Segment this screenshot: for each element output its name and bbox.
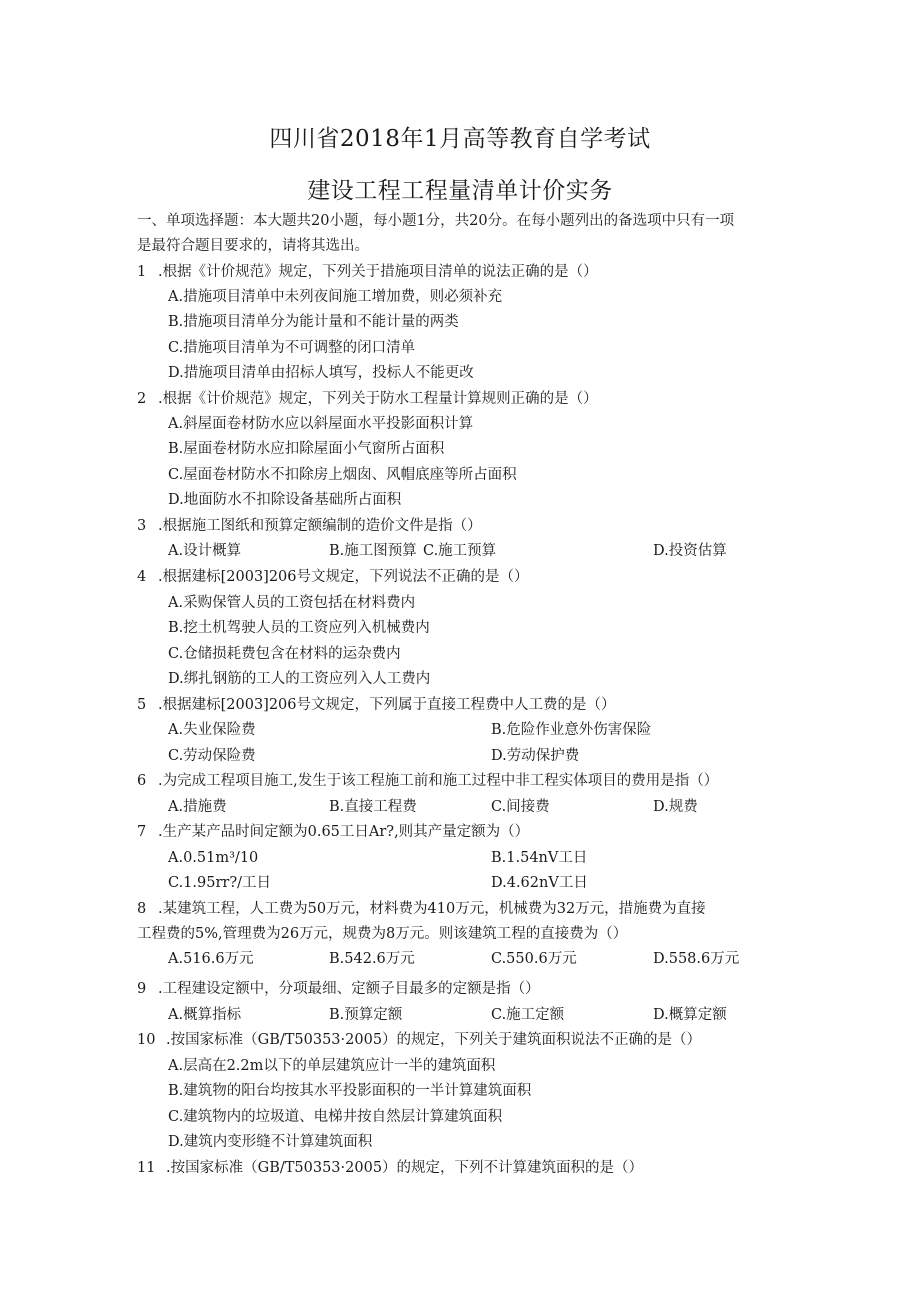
question-text: .根据建标[2003]206号文规定，下列属于直接工程费中人工费的是（） [158, 697, 616, 713]
question-text: .根据《计价规范》规定，下列关于措施项目清单的说法正确的是（） [158, 264, 598, 280]
option-d: D.投资估算 [653, 543, 727, 559]
option-d: D.规费 [653, 799, 698, 815]
question-text: .根据《计价规范》规定，下列关于防水工程量计算规则正确的是（） [158, 391, 598, 407]
question-text: .为完成工程项目施工,发生于该工程施工前和施工过程中非工程实体项目的费用是指（） [158, 773, 719, 789]
question-text: .根据建标[2003]206号文规定，下列说法不正确的是（） [158, 569, 529, 585]
section-instruction-line2: 是最符合题目要求的，请将其选出。 [137, 238, 369, 254]
option-c: C.措施项目清单为不可调整的闭口清单 [168, 340, 416, 356]
question-text: .按国家标准（GB/T50353·2005）的规定，下列不计算建筑面积的是（） [166, 1160, 644, 1176]
option-a: A.措施项目清单中未列夜间施工增加费，则必须补充 [168, 289, 503, 305]
option-b: B.危险作业意外伤害保险 [491, 722, 652, 738]
option-b: B.1.54nV工日 [491, 850, 588, 866]
option-a: A.斜屋面卷材防水应以斜屋面水平投影面积计算 [168, 416, 474, 432]
question-number: 7 [137, 824, 147, 840]
option-c: C.屋面卷材防水不扣除房上烟囱、风帽底座等所占面积 [168, 467, 517, 483]
option-c: C.1.95rr?/工日 [168, 875, 271, 891]
question-text: .工程建设定额中，分项最细、定额子目最多的定额是指（） [158, 981, 540, 997]
option-c: C.仓储损耗费包含在材料的运杂费内 [168, 646, 401, 662]
option-a: A.层高在2.2m以下的单层建筑应计一半的建筑面积 [168, 1058, 496, 1074]
question-number: 5 [137, 697, 147, 713]
question-number: 8 [137, 901, 147, 917]
option-a: A.0.51m³/10 [168, 850, 259, 866]
option-d: D.4.62nV工日 [491, 875, 588, 891]
option-d: D.地面防水不扣除设备基础所占面积 [168, 492, 402, 508]
option-b: B.施工图预算 [329, 543, 417, 559]
option-a: A.措施费 [168, 799, 227, 815]
option-c: C.劳动保险费 [168, 748, 256, 764]
option-a: A.失业保险费 [168, 722, 256, 738]
option-c: C.550.6万元 [491, 951, 577, 967]
question-text-continued: 工程费的5%,管理费为26万元，规费为8万元。则该建筑工程的直接费为（） [137, 926, 628, 942]
option-c: C.施工定额 [491, 1007, 565, 1023]
option-a: A.概算指标 [168, 1007, 242, 1023]
question-text: .生产某产品时间定额为0.65工日Ar?,则其产量定额为（） [158, 824, 530, 840]
option-a: A.采购保管人员的工资包括在材料费内 [168, 595, 416, 611]
option-c: C.建筑物内的垃圾道、电梯井按自然层计算建筑面积 [168, 1109, 503, 1125]
option-d: D.558.6万元 [653, 951, 740, 967]
question-number: 3 [137, 518, 147, 534]
option-b: B.措施项目清单分为能计量和不能计量的两类 [168, 314, 459, 330]
question-number: 9 [137, 981, 147, 997]
question-text: .按国家标准（GB/T50353·2005）的规定，下列关于建筑面积说法不正确的是（） [166, 1032, 702, 1048]
option-a: A.516.6万元 [168, 951, 254, 967]
option-b: B.预算定额 [329, 1007, 403, 1023]
section-instruction-line1: 一、单项选择题：本大题共20小题，每小题1分，共20分。在每小题列出的备选项中只有一项 [137, 213, 735, 229]
option-d: D.建筑内变形缝不计算建筑面积 [168, 1134, 373, 1150]
option-d: D.概算定额 [653, 1007, 727, 1023]
question-number: 10 [137, 1032, 156, 1048]
option-c: C.间接费 [491, 799, 550, 815]
question-number: 11 [137, 1160, 156, 1176]
question-text: .某建筑工程，人工费为50万元，材料费为410万元，机械费为32万元，措施费为直接 [158, 901, 706, 917]
option-c: C.施工预算 [423, 543, 497, 559]
question-number: 6 [137, 773, 147, 789]
option-b: B.建筑物的阳台均按其水平投影面积的一半计算建筑面积 [168, 1083, 532, 1099]
option-d: D.措施项目清单由招标人填写，投标人不能更改 [168, 365, 474, 381]
question-number: 1 [137, 264, 147, 280]
exam-subtitle: 建设工程工程量清单计价实务 [307, 178, 613, 204]
option-b: B.挖土机驾驶人员的工资应列入机械费内 [168, 620, 430, 636]
option-d: D.绑扎钢筋的工人的工资应列入人工费内 [168, 671, 431, 687]
option-a: A.设计概算 [168, 543, 242, 559]
question-number: 4 [137, 569, 147, 585]
question-text: .根据施工图纸和预算定额编制的造价文件是指（） [158, 518, 482, 534]
option-b: B.屋面卷材防水应扣除屋面小气窗所占面积 [168, 441, 445, 457]
question-number: 2 [137, 391, 147, 407]
option-b: B.直接工程费 [329, 799, 417, 815]
option-b: B.542.6万元 [329, 951, 415, 967]
option-d: D.劳动保护费 [491, 748, 580, 764]
exam-title: 四川省2018年1月高等教育自学考试 [269, 126, 651, 152]
